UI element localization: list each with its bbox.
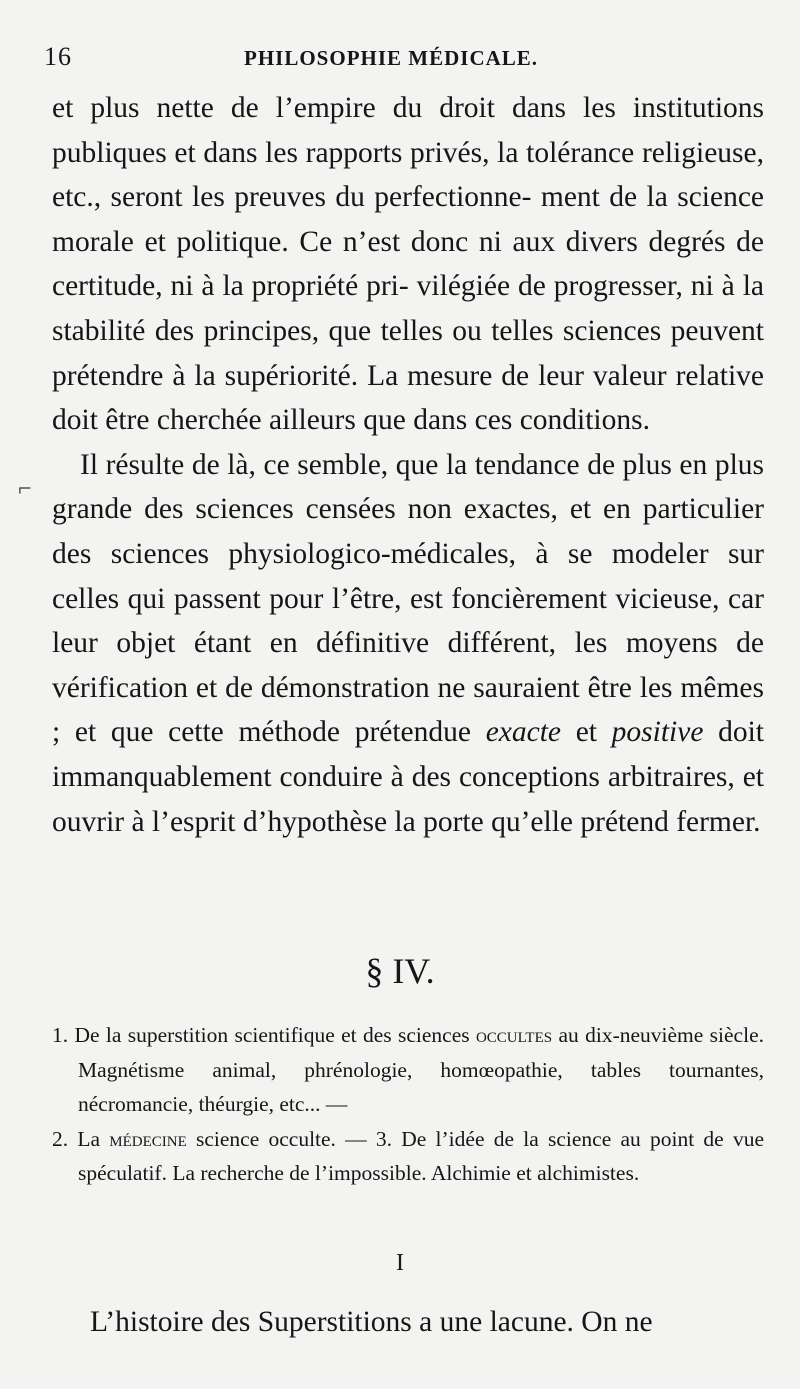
text-line: que telles ou telles sciences peuvent prétendre à la [52,314,764,392]
small-caps-term: médecine [109,1126,187,1151]
paragraph-text: Il résulte de là, ce semble, que la tendance de plus en plus grande des sciences censées non exactes, et en particulier des sciences physiologico-médicales, à se modeler sur celles qui passent pour l’être, est foncièrement vicieuse, car leur objet étant en définitive différent, les moyens de vérification et de démonstration ne sauraient être les mêmes ; et que cette méthode prétendue [52,448,764,749]
paragraph-continuation [52,86,764,443]
section-summary [52,1018,764,1191]
margin-mark: ⌐ [18,476,32,502]
text-line: religieuse, etc., seront les preuves du perfectionne- [52,136,764,214]
text-line: ni aux divers degrés de certitude, ni à la propriété pri- [52,225,765,303]
text-line: publiques et dans les rapports privés, la tolérance [52,136,635,169]
text-line: et plus nette de l’empire du droit dans les institutions [52,92,764,124]
summary-item [52,1018,764,1122]
summary-text: au dix-neuvième siècle. Magnétisme animal, phrénologie, homœopathie, tables tournantes, nécromancie, théurgie, etc... — [78,1023,764,1116]
subsection-first-line: L’histoire des Superstitions a une lacune. On ne [90,1306,653,1338]
summary-text: La [77,1126,110,1151]
subsection-number: I [396,1250,404,1276]
paragraph-text: et [561,716,612,749]
summary-item-number: 2. [52,1126,69,1151]
small-caps-term: occultes [475,1023,553,1047]
text-line: vilégiée de progresser, ni à la stabilité des principes, [52,270,765,347]
summary-item [52,1122,764,1191]
italic-term-positive: positive [611,716,704,749]
text-line: ment de la science morale et politique. Ce n’est donc [52,181,765,258]
summary-text: science occulte. — 3. De l’idée de la science au point de vue spéculatif. La recherche de l’impossible. Alchimie et alchimistes. [78,1126,764,1185]
paragraph-conclusion [52,443,764,844]
running-title: PHILOSOPHIE MÉDICALE. [244,46,539,70]
italic-term-exacte: exacte [485,716,562,749]
summary-item-number: 1. [52,1023,69,1047]
section-heading: § IV. [365,951,435,991]
text-line: supériorité. La mesure de leur valeur relative doit être [52,359,765,437]
paragraph-text: doit immanquablement conduire à des conceptions arbitraires, et ouvrir à l’esprit d’hypothèse la porte qu’elle prétend fermer. [52,716,764,838]
summary-text: De la superstition scientifique et des sciences [74,1023,476,1047]
page-number: 16 [44,42,72,71]
text-line: cherchée ailleurs que dans ces conditions. [156,404,650,437]
body-text [52,86,764,844]
page-header [44,40,760,76]
